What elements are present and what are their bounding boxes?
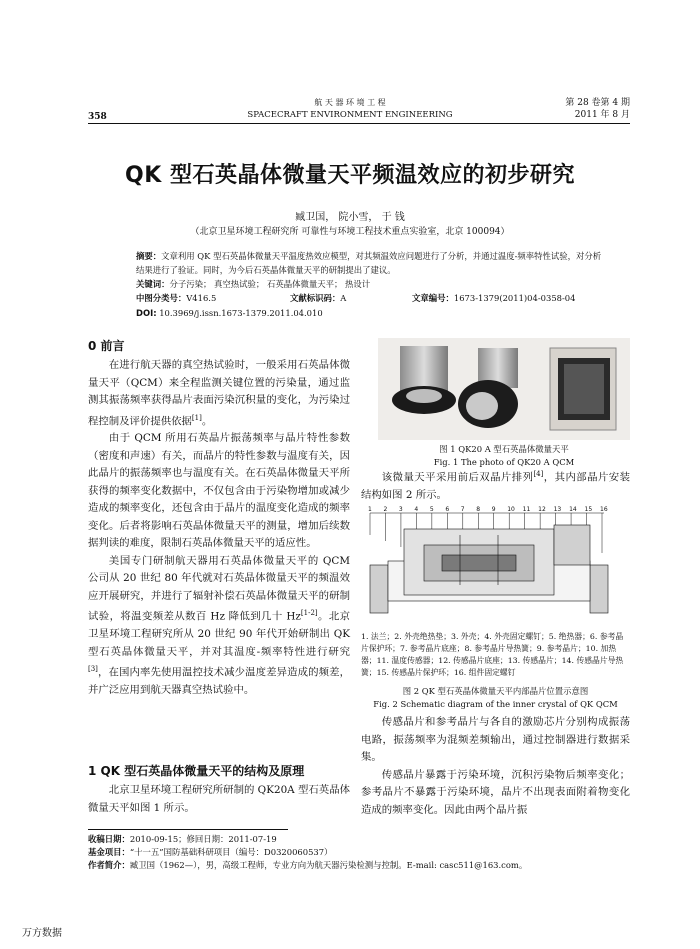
part-label: 7 <box>460 506 465 513</box>
section-1-heading: 1 QK 型石英晶体微量天平的结构及原理 <box>88 764 305 778</box>
part-label: 3 <box>398 506 403 513</box>
journal-name-en: SPACECRAFT ENVIRONMENT ENGINEERING <box>247 110 453 120</box>
issue-date: 2011 年 8 月 <box>574 110 630 120</box>
figure-2-legend: 1. 法兰；2. 外壳绝热垫；3. 外壳；4. 外壳固定螺钉；5. 绝热器；6. 参考晶片保护环；7. 参考晶片底座；8. 参考晶片导热簧；9. 参考晶片；10. 加热器；11. 温度传感器；12. 传感晶片底座；13. 传感晶片；14. 传感晶片导热簧；15. 传感晶片保护环；16. 组件固定螺钉 <box>361 632 624 677</box>
paragraph: 传感晶片暴露于污染环境，沉积污染物后频率变化；参考晶片不暴露于污染环境，晶片不出现表面附着物变化造成的频率变化。因此由两个晶片振 <box>361 768 630 816</box>
right-intro: 该微量天平采用前后双晶片排列[4]，其内部晶片安装结构如图 2 所示。 <box>361 470 631 501</box>
keywords <box>136 278 604 292</box>
part-label: 10 <box>507 506 515 513</box>
abstract-label: 摘要： <box>136 251 162 261</box>
article-no-label: 文章编号： <box>412 293 454 303</box>
clc-label: 中图分类号： <box>136 293 187 303</box>
watermark: 万方数据 <box>22 928 62 939</box>
part-label: 12 <box>538 506 546 513</box>
footnote-rule <box>88 829 288 830</box>
page-number: 358 <box>88 112 107 122</box>
figure-1-caption <box>378 443 630 468</box>
part-label: 5 <box>429 506 434 513</box>
paragraph: 美国专门研制航天器用石英晶体微量天平的 QCM 公司从 20 世纪 80 年代就对石英晶体微量天平的频温效应开展研究，并进行了辐射补偿石英晶体微量天平的研制试验，将温变频差从数百 Hz 降低到几十 Hz[1-2]。北京卫星环境工程研究所从 20 世纪 90 年代开始研制出 QK 型石英晶体微量天平，并对其温度-频率特性进行研究[3]，在国内率先使用温控技术减少温度差异造成的频差，并广泛应用到航天器真空热试验中。 <box>88 554 351 697</box>
keywords-label: 关键词： <box>136 279 170 289</box>
qcm-controller-box <box>550 348 616 430</box>
part-label: 4 <box>414 506 419 513</box>
part-label: 1 <box>368 506 372 513</box>
figure-1-caption-cn: 图 1 QK20 A 型石英晶体微量天平 <box>439 444 569 454</box>
qcm-device-left <box>392 346 456 414</box>
classification-line <box>136 292 604 306</box>
paper-title: QK 型石英晶体微量天平频温效应的初步研究 <box>125 163 575 188</box>
doi-value: 10.3969/j.issn.1673-1379.2011.04.010 <box>159 308 323 318</box>
figure-2-caption-cn: 图 2 QK 型石英晶体微量天平内部晶片位置示意图 <box>402 686 589 696</box>
paragraph: 由于 QCM 所用石英晶片振荡频率与晶片特性参数（密度和声速）有关，而晶片的特性参数与温度有关，因此晶片的振荡频率也与温度有关。在石英晶体微量天平所获得的频率变化数据中，不仅包含由于污染物增加或减少造成的频率变化，还包含由于晶片的温度变化造成的频率变化。后者将影响石英晶体微量天平的测量，增加后续数据判读的难度，限制石英晶体微量天平的适应性。 <box>88 432 350 550</box>
part-label: 15 <box>584 506 593 513</box>
header-rule <box>88 123 630 124</box>
keywords-text: 分子污染； 真空热试验； 石英晶体微量天平； 热设计 <box>169 279 371 289</box>
footnote-fund: 基金项目：“十一五”国防基础科研项目（编号：D0320060537） <box>88 847 333 857</box>
section-0-heading: 0 前言 <box>88 339 125 353</box>
article-no-value: 1673-1379(2011)04-0358-04 <box>453 293 576 303</box>
part-label: 8 <box>476 506 481 513</box>
part-label: 14 <box>569 506 577 513</box>
doc-code-value: A <box>340 293 347 303</box>
abstract-text: 文章利用 QK 型石英晶体微量天平温度热效应模型，对其频温效应问题进行了分析，并通过温度-频率特性试验，对分析结果进行了验证。同时，为今后石英晶体微量天平的研制提出了建议。 <box>136 251 602 275</box>
part-label: 11 <box>522 506 531 513</box>
journal-name-cn: 航 天 器 环 境 工 程 <box>314 98 386 107</box>
abstract <box>136 250 604 277</box>
figure-1-caption-en: Fig. 1 The photo of QK20 A QCM <box>433 456 575 467</box>
authors: 臧卫国， 院小雪， 于 钱 <box>295 212 405 223</box>
part-label: 2 <box>383 506 388 513</box>
paragraph: 在进行航天器的真空热试验时，一般采用石英晶体微量天平（QCM）来全程监测关键位置的污染量，通过监测其振荡频率获得晶片表面污染沉积量的变化，为污染过程控制及评价提供依据[1]。 <box>88 359 350 427</box>
affiliation: （北京卫星环境工程研究所 可靠性与环境工程技术重点实验室，北京 100094） <box>190 227 510 237</box>
left-column <box>88 357 350 700</box>
volume-issue: 第 28 卷第 4 期 <box>565 98 630 108</box>
figure-2-caption-en: Fig. 2 Schematic diagram of the inner crystal of QK QCM <box>373 698 618 709</box>
doc-code-label: 文献标识码： <box>290 293 341 303</box>
figure-1-photo <box>378 338 630 440</box>
doi-label: DOI: <box>136 308 157 318</box>
section-1-text: 北京卫星环境工程研究所研制的 QK20A 型石英晶体微量天平如图 1 所示。 <box>88 784 350 814</box>
doi-line <box>136 307 604 321</box>
footnote-author: 作者简介：臧卫国（1962—），男，高级工程师，专业方向为航天器污染检测与控制。E-mail: casc511@163.com。 <box>88 860 528 870</box>
part-label: 9 <box>491 506 496 513</box>
figure-2-diagram <box>364 505 630 625</box>
clc-value: V416.5 <box>186 293 217 303</box>
part-label: 6 <box>445 506 450 513</box>
footnote-dates: 收稿日期：2010-09-15；修回日期：2011-07-19 <box>88 834 277 844</box>
right-column-text <box>361 714 630 819</box>
part-label: 16 <box>600 506 608 513</box>
part-label: 13 <box>553 506 562 513</box>
figure-2-caption <box>361 685 630 710</box>
paragraph: 传感晶片和参考晶片与各自的激励芯片分别构成振荡电路，振荡频率为混频差频输出，通过控制器进行数据采集。 <box>361 716 630 763</box>
